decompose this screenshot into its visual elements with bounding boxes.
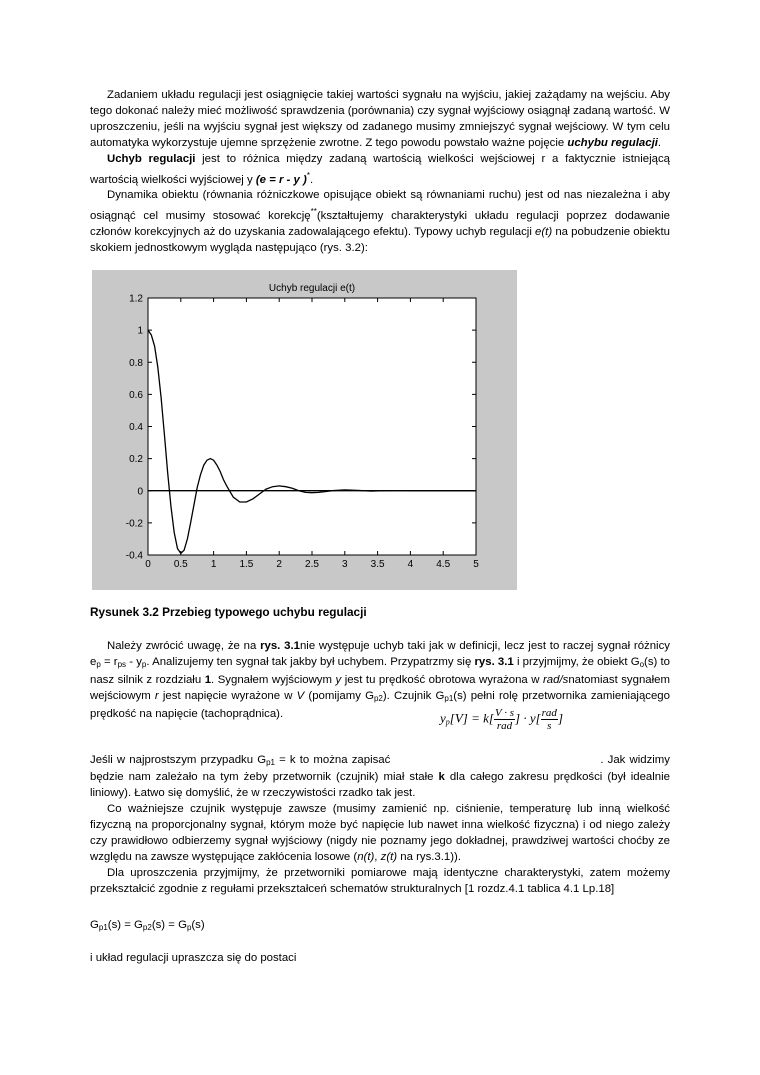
paragraph-7: Dla uproszczenia przyjmijmy, że przetworniki pomiarowe mają identyczne charakterystyki, zatem możemy przekształcić zgodnie z regułami przekształceń schematów strukturalnych [1 rozdz.4.1 tablica 4.1 Lp.18] — [90, 866, 670, 895]
ref-fig-3-1: rys. 3.1 — [260, 640, 300, 652]
x-tick-label: 3.5 — [370, 559, 385, 570]
et-symbol: e(t) — [535, 225, 553, 238]
text: Zadaniem układu regulacji jest osiągnięcie takiej wartości sygnału na wyjściu, jakiej zażądamy na wejściu. Aby tego dokonać należy mieć możliwość sprawdzenia (porównania) czy sygnał wyjściowy osiągnął zadaną wartość. W uproszczeniu, jeśli na wyjściu sygnał jest większy od zadanego musimy zmniejszyć sygnał wejściowy. W tym celu automatyka wykorzystuje ujemne sprzężenie zwrotne. Z tego powodu powstało ważne pojęcie — [90, 89, 670, 149]
formula-line — [90, 706, 670, 753]
x-tick-label: 0.5 — [173, 559, 188, 570]
y-tick-label: 0 — [137, 486, 143, 498]
y-tick-label: 1.2 — [129, 293, 143, 305]
text: (kształtujemy charakterystyki układu regulacji poprzez dodawanie członów korekcyjnych aż do uzyskania zadowalającego efektu). Typowy uchyb regulacji — [90, 209, 670, 238]
figure-3-2 — [92, 270, 517, 590]
paragraph-6: Co ważniejsze czujnik występuje zawsze (musimy zamienić np. ciśnienie, temperaturę lub inną wielkość fizyczną na proporcjonalny sygnał, którym może być napięcie lub nawet inna wielkość fizyczna) i od niego zależy czy prawidłowo odbierzemy sygnał wyjściowy (nigdy nie poznamy jego dokładnej, prawdziwej wartości choćby ze względu na zawsze występujące zakłócenia losowe (n(t), z(t) na rys.3.1)). — [90, 803, 670, 863]
ref-fig-3-1: rys. 3.1 — [474, 655, 514, 668]
error-formula: (e = r - y ) — [255, 173, 307, 186]
footnote-mark: ** — [310, 207, 317, 217]
y-tick-label: 0.8 — [129, 357, 143, 369]
transfer-equality: $G_{p1}(s) = G_{p2}(s) = G_p(s)$ — [90, 919, 205, 932]
text: . — [309, 173, 314, 186]
y-tick-label: -0.4 — [125, 550, 143, 562]
x-tick-label: 5 — [473, 559, 479, 570]
analysis-section — [90, 639, 670, 898]
paragraph-3 — [90, 188, 670, 256]
y-tick-label: 0.4 — [129, 422, 143, 433]
plot-area — [148, 298, 476, 555]
error-chart — [92, 270, 517, 590]
text: jest to różnica między zadaną wartością wielkości wejściowej r a faktycznie istniejącą wartością wielkości wyjściowej y — [90, 152, 670, 186]
x-tick-label: 1.5 — [239, 559, 254, 570]
x-tick-label: 3 — [342, 559, 348, 570]
ref-chapter-1: 1 — [204, 673, 212, 686]
figure-caption: Rysunek 3.2 Przebieg typowego uchybu regulacji — [90, 605, 367, 619]
paragraph-4: Należy zwrócić uwagę, że na rys. 3.1nie występuje uchyb taki jak w definicji, lecz jest to raczej sygnał różnicy $e_p = r_{ps} - y_p$. Analizujemy ten sygnał tak jakby był uchybem. Przypatrzmy się rys. 3.1 i przyjmijmy, że obiekt $G_o(s)$ to nasz silnik z rozdziału 1. Sygnałem wyjściowym y jest tu prędkość obrotowa wyrażona w rad/snatomiast sygnałem wejściowym r jest napięcie wyrażone w V (pomijamy $G_{p2}$). Czujnik $G_{p1}(s)$ pełni rolę przetwornika zamieniającego prędkość na napięcie (tachoprądnica). — [90, 640, 671, 720]
text: na pobudzenie obiektu skokiem jednostkowym wygląda następująco (rys. 3.2): — [90, 225, 670, 254]
sensor-formula: $y_p[V] = k$[ $\frac{V \cdot s}{\text{rad}}$ ] · y[ $\frac{\text{rad}}{s}$ ] — [440, 706, 563, 732]
x-tick-label: 2.5 — [305, 559, 319, 570]
x-tick-label: 1 — [210, 559, 217, 570]
x-tick-label: 2 — [276, 559, 282, 570]
paragraph-5: Jeśli w najprostszym przypadku $G_{p1} = k$ to można zapisać . Jak widzimy będzie nam zależało na tym żeby przetwornik (czujnik) miał stałe k dla całego zakresu prędkości (był idealnie liniowy). Łatwo się domyślić, że w rzeczywistości rzadko tak jest. — [90, 753, 671, 800]
x-tick-label: 4 — [407, 559, 414, 570]
y-tick-label: 1 — [137, 325, 143, 337]
text: Dynamika obiektu (równania różniczkowe opisujące obiekt są równaniami ruchu) jest od nas niezależna i aby osiągnąć cel musimy stosować korekcję — [90, 189, 670, 222]
chart-title: Uchyb regulacji e(t) — [268, 283, 356, 294]
term-uchyb: uchybu regulacji — [567, 136, 658, 149]
paragraph-2 — [90, 152, 670, 189]
text: . — [657, 136, 662, 149]
closing-line: i układ regulacji upraszcza się do postaci — [90, 952, 297, 964]
y-tick-label: 0.2 — [129, 454, 143, 466]
intro-section — [90, 88, 670, 257]
paragraph-1 — [90, 88, 670, 152]
y-tick-label: -0.2 — [125, 518, 143, 530]
y-tick-label: 0.6 — [129, 389, 143, 401]
footnote-mark: * — [306, 170, 310, 180]
x-tick-label: 4.5 — [436, 559, 451, 570]
term-uchyb-definition: Uchyb regulacji — [107, 152, 196, 165]
x-tick-label: 0 — [145, 559, 151, 570]
